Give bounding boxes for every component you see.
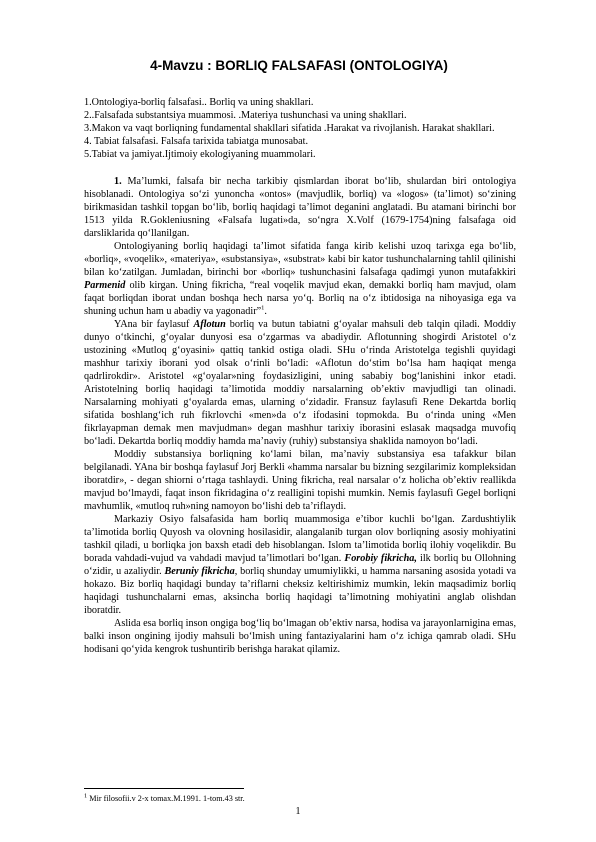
paragraph-text: YAna bir faylasuf — [114, 319, 194, 330]
paragraph-text: Ontologiyaning borliq haqidagi ta’limot sifatida fanga kirib kelishi uzoq tarixga ega bo‘lib, «borliq», «voqelik», «materiya», «substansiya», «substrat» kabi bir kator tushunchalarning tahlil qilinishi bilan ko‘zatilgan. Jumladan, birinchi bor «borliq» tushunchasini falsafaga qadimgi yunon mutafakkiri — [84, 241, 516, 278]
paragraph-text: borliq va butun tabiatni g‘oyalar mahsuli deb talqin qiladi. Moddiy dunyo o‘tkinchi, g‘oyalar dunyosi esa o‘zgarmas va abadiydir. Aflotunning shogirdi Aristotel o‘z ustozining «Mutloq g‘oyasini» qattiq tankid ostiga oladi. SHu o‘rinda Aristotelga tegishli quyidagi mashhur tarixiy iborani yod olsak o‘rinli bo‘ladi: «Aflotun do‘stim bo‘lsa ham haqiqat menga qadrlirokdir». Aristotel «g‘oyalar»ning foydasizligini, uning sababiy bog‘lanishini inkor etadi. Aristotelning borliq haqidagi ta’limotida moddiy narsalarning ob’ektiv mavjudligi tan olinadi. Narsalarning mohiyati g‘oyalarda emas, ularning o‘zidadir. Fransuz faylasufi Rene Dekartda borliq sifatida boshlang‘ich ruh fikrlovchi «men»da o‘z ifodasini topmokda. Bu o‘rinda uning «Men fikrlayapman demak men mavjudman» degan mashhur tarixiy iborasini eslasak maqsadga muvofiq bo‘ladi. Dekartda borliq moddiy hamda ma’naviy (ruhiy) substansiya shaklida namoyon bo‘ladi. — [84, 319, 517, 447]
section-number: 1. — [114, 176, 122, 187]
paragraph-1 — [84, 175, 516, 240]
body-text — [84, 175, 516, 656]
paragraph-text: Markaziy Osiyo falsafasida ham borliq muammosiga e’tibor kuchli bo‘lgan. Zardushtiylik ta’limotida borliq Quyosh va olovning hosilasidir, alangalanib turgan olov borliqning asosiy mohiyatini tashkil qiladi, u borliqka jon baxsh etadi deb hisoblangan. Islom ta’limotida borliq ilohiy voqelikdir. Bu borada vahdadi-vujud va vahdadi mavjud ta’limotlari bo‘lgan. — [84, 514, 516, 564]
paragraph-text: Ma’lumki, falsafa bir necha tarkibiy qismlardan iborat bo‘lib, shulardan biri ontologiya hisoblanadi. Ontologiya so‘zi yunoncha «ontos» (mavjudlik, borliq) va «logos» (ta’limot) so‘zining birikmasidan tashkil topgan bo‘lib, borliq haqidagi ta’limot deganini anglatadi. Bu atamani birinchi bor 1513 yilda R.Gokleniusning «Falsafa lugati»da, so‘ngra X.Volf (1679-1754)ning falsafaga oid darsliklarida qo‘llanilgan. — [84, 176, 516, 239]
page-title: 4-Mavzu : BORLIQ FALSAFASI (ONTOLOGIYA) — [150, 58, 448, 73]
paragraph-2 — [84, 240, 516, 318]
topic-plan-list — [84, 96, 516, 161]
paragraph-5 — [84, 513, 516, 617]
paragraph-text: ilk borliq bu Ollohning o‘zidir, u azaliydir. — [84, 553, 516, 577]
plan-item: 3.Makon va vaqt borliqning fundamental shakllari sifatida .Harakat va rivojlanish. Harakat shakllari. — [84, 123, 495, 134]
paragraph-4: Moddiy substansiya borliqning ko‘lami bilan, ma’naviy substansiya esa tafakkur bilan belgilanadi. YAna bir boshqa faylasuf Jorj Berkli «hamma narsalar bu bizning sezgilarimiz kompleksidan iboratdir», - degan shiorni o‘rtaga tashlaydi. Uning fikricha, real narsalar o‘z holicha ob’ektiv reallikda mavjud bo‘lmaydi, faqat inson fikridagina o‘z realligini topishi mumkin. Nemis faylasufi Gegel borliqni mavhumlik, «mutloq ruh»ning namoyon bo‘lishi deb ta’riflaydi. — [84, 449, 516, 512]
paragraph-3 — [84, 318, 516, 448]
footnote-divider — [84, 788, 244, 789]
paragraph-text: . — [264, 306, 267, 317]
footnote-text: Mir filosofii.v 2-x tomax.M.1991. 1-tom.43 str. — [87, 794, 245, 803]
footnote-ref[interactable]: 1 — [261, 304, 265, 312]
name-beruniy: Beruniy fikricha — [164, 566, 235, 577]
name-aflotun: Aflotun — [193, 319, 226, 330]
page-number: 1 — [295, 806, 301, 817]
paragraph-text: , borliq shunday umumiylikki, u hamma narsaning asosida yotadi va hokazo. Biz borliq haqidagi bunday ta’riflarni cheksiz keltirishimiz mumkin, lekin maqsadimiz borliq haqidagi tushunchalarni emas, aksincha borliq haqidagi ta’limotning mohiyatini anglab olishdan iboratdir. — [84, 566, 517, 616]
main-content — [84, 96, 516, 656]
plan-item: 5.Tabiat va jamiyat.Ijtimoiy ekologiyaning muammolari. — [84, 149, 316, 160]
name-parmenid: Parmenid — [84, 280, 126, 291]
plan-item: 1.Ontologiya-borliq falsafasi.. Borliq va uning shakllari. — [84, 97, 314, 108]
plan-item: 2..Falsafada substantsiya muammosi. .Materiya tushunchasi va uning shakllari. — [84, 110, 407, 121]
name-forobiy: Forobiy fikricha, — [344, 553, 417, 564]
paragraph-text: olib kirgan. Uning fikricha, “real voqelik mavjud ekan, demakki borliq ham mavjud, olam faqat borliqdan iborat undan boshqa hech narsa yo‘q. Borliq na o‘z ibtidosiga na nihoyasiga ega va shuning uchun ham u abadiy va yagonadir” — [84, 280, 516, 317]
footnote-mark: 1 — [84, 792, 88, 800]
paragraph-6: Aslida esa borliq inson ongiga bog‘liq bo‘lmagan ob’ektiv narsa, hodisa va jarayonlarnigina emas, balki inson ongining ijodiy mahsuli bo‘lmish uning fantaziyalarini ham o‘z ichiga qamrab oladi. SHu hodisani qo‘yida kengrok tushuntirib berishga harakat qilamiz. — [84, 618, 516, 655]
plan-item: 4. Tabiat falsafasi. Falsafa tarixida tabiatga munosabat. — [84, 136, 308, 147]
footnote — [84, 794, 516, 804]
